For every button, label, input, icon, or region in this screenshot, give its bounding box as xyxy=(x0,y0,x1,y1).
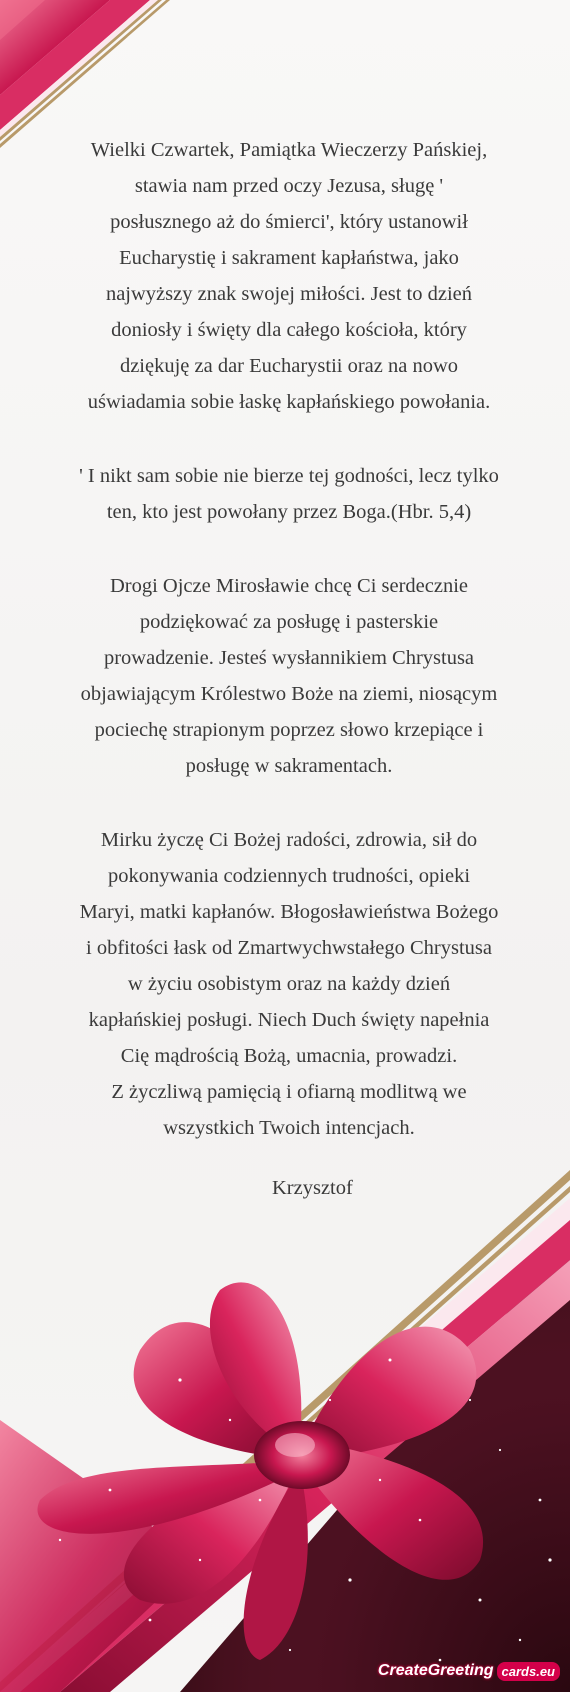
paragraph-quote: ' I nikt sam sobie nie bierze tej godności, lecz tylko ten, kto jest powołany przez Boga.(Hbr. 5,4) xyxy=(79,465,499,523)
paragraph-intro: Wielki Czwartek, Pamiątka Wieczerzy Pańskiej, stawia nam przed oczy Jezusa, sługę ' posłusznego aż do śmierci', który ustanowił Eucharystię i sakrament kapłaństwa, jako najwyższy znak swojej miłości. Jest to dzień doniosły i święty dla całego kościoła, który dziękuję za dar Eucharystii oraz na nowo uświadamia sobie łaskę kapłańskiego powołania. xyxy=(87,139,491,413)
site-logo[interactable] xyxy=(372,1656,566,1686)
paragraph-thanks: Drogi Ojcze Mirosławie chcę Ci serdecznie podziękować za posługę i pasterskie prowadzenie. Jesteś wysłannikiem Chrystusa objawiającym Królestwo Boże na ziemi, niosącym pociechę strapionym poprzez słowo krzepiące i posługę w sakramentach. xyxy=(80,575,498,777)
top-ribbon xyxy=(0,0,170,148)
logo-badge: cards.eu xyxy=(497,1662,560,1681)
paragraph-wishes: Mirku życzę Ci Bożej radości, zdrowia, sił do pokonywania codziennych trudności, opieki Maryi, matki kapłanów. Błogosławieństwa Bożego i obfitości łask od Zmartwychwstałego Chrystusa w życiu osobistym oraz na każdy dzień kapłańskiej posługi. Niech Duch święty napełnia Cię mądrością Bożą, umacnia, prowadzi. Z życzliwą pamięcią i ofiarną modlitwą we wszystkich Twoich intencjach. xyxy=(79,829,499,1139)
signature: Krzysztof xyxy=(272,1177,353,1199)
logo-text: CreateGreeting xyxy=(377,1662,494,1679)
message-text xyxy=(44,132,534,1146)
